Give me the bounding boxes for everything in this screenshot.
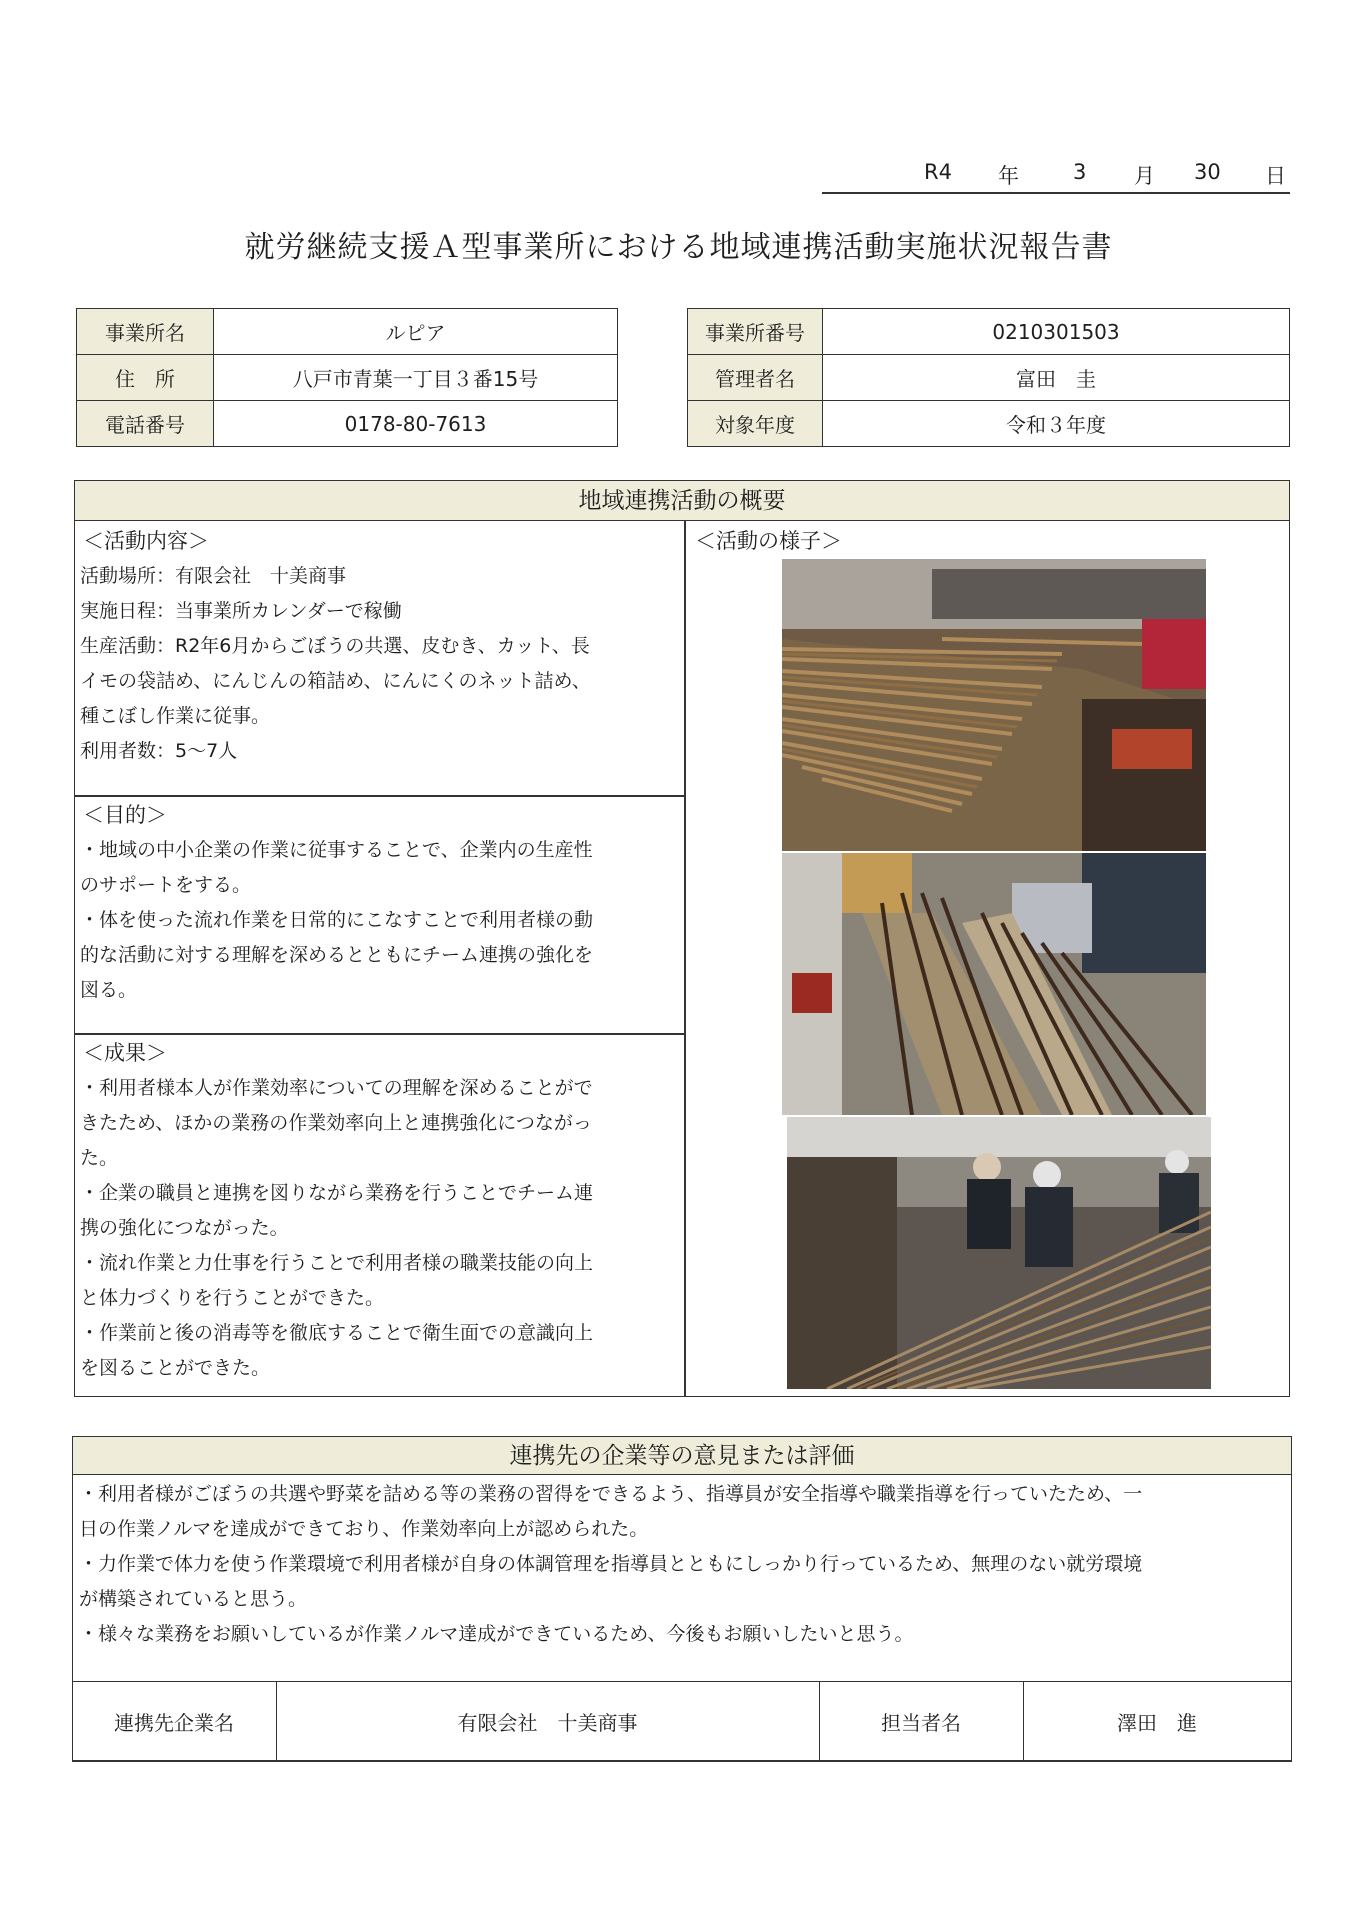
content-line: 実施日程：当事業所カレンダーで稼働 — [80, 600, 402, 622]
overview-header: 地域連携活動の概要 — [75, 481, 1289, 521]
date-era-year: R4 — [924, 160, 952, 184]
date-day: 30 — [1194, 160, 1221, 184]
purpose-line: 的な活動に対する理解を深めるとともにチーム連携の強化を — [80, 944, 594, 966]
evaluation-text — [79, 1477, 1289, 1652]
contact-name: 澤田 進 — [1023, 1682, 1291, 1761]
results-text — [80, 1071, 680, 1386]
address: 八戸市青葉一丁目３番15号 — [214, 355, 618, 401]
date-year-unit: 年 — [998, 164, 1019, 188]
evaluation-line: が構築されていると思う。 — [79, 1588, 308, 1610]
target-year: 令和３年度 — [823, 401, 1290, 447]
photos-heading: ＜活動の様子＞ — [695, 529, 842, 553]
evaluation-line: ・様々な業務をお願いしているが作業ノルマ達成ができているため、今後もお願いしたいと思う。 — [79, 1623, 914, 1645]
purpose-line: ・体を使った流れ作業を日常的にこなすことで利用者様の動 — [80, 909, 594, 931]
report-date — [822, 158, 1290, 194]
evaluation-line: 日の作業ノルマを達成ができており、作業効率向上が認められた。 — [79, 1518, 649, 1540]
results-heading: ＜成果＞ — [83, 1041, 167, 1065]
phone: 0178-80-7613 — [214, 401, 618, 447]
purpose-line: 図る。 — [80, 979, 138, 1001]
office-number-label: 事業所番号 — [688, 309, 823, 355]
row-divider-1 — [75, 795, 685, 797]
office-info-table-right — [687, 308, 1290, 447]
target-year-label: 対象年度 — [688, 401, 823, 447]
content-line: 利用者数：5～7人 — [80, 740, 238, 762]
date-month-unit: 月 — [1134, 164, 1155, 188]
purpose-line: ・地域の中小企業の作業に従事することで、企業内の生産性 — [80, 839, 593, 861]
office-name-label: 事業所名 — [77, 309, 214, 355]
results-line: た。 — [80, 1147, 119, 1169]
content-text — [80, 559, 680, 769]
evaluation-line: ・力作業で体力を使う作業環境で利用者様が自身の体調管理を指導員とともにしっかり行っているため、無理のない就労環境 — [79, 1553, 1143, 1575]
results-line: ・利用者様本人が作業効率についての理解を深めることがで — [80, 1077, 593, 1099]
row-divider-2 — [75, 1033, 685, 1035]
date-month: 3 — [1073, 160, 1087, 184]
results-line: と体力づくりを行うことができた。 — [80, 1287, 385, 1309]
results-line: を図ることができた。 — [80, 1357, 271, 1379]
evaluation-header: 連携先の企業等の意見または評価 — [73, 1437, 1291, 1475]
phone-label: 電話番号 — [77, 401, 214, 447]
partner-name: 有限会社 十美商事 — [276, 1682, 819, 1761]
office-info-table-left — [76, 308, 618, 447]
column-divider — [684, 521, 686, 1396]
purpose-heading: ＜目的＞ — [83, 803, 167, 827]
content-line: 活動場所：有限会社 十美商事 — [80, 565, 347, 587]
address-label: 住 所 — [77, 355, 214, 401]
results-line: ・流れ作業と力仕事を行うことで利用者様の職業技能の向上 — [80, 1252, 594, 1274]
office-number: 0210301503 — [823, 309, 1290, 355]
results-line: ・作業前と後の消毒等を徹底することで衛生面での意識向上 — [80, 1322, 594, 1344]
content-line: イモの袋詰め、にんじんの箱詰め、にんにくのネット詰め、 — [80, 670, 591, 692]
purpose-line: のサポートをする。 — [80, 874, 252, 896]
overview-section — [74, 480, 1290, 1397]
activity-photo-3 — [787, 1117, 1211, 1389]
purpose-text — [80, 833, 680, 1008]
partner-table — [72, 1681, 1292, 1761]
results-line: ・企業の職員と連携を図りながら業務を行うことでチーム連 — [80, 1182, 594, 1204]
date-day-unit: 日 — [1265, 164, 1286, 188]
evaluation-line: ・利用者様がごぼうの共選や野菜を詰める等の業務の習得をできるよう、指導員が安全指導や職業指導を行っていたため、一 — [79, 1483, 1143, 1505]
content-line: 種こぼし作業に従事。 — [80, 705, 271, 727]
page-title: 就労継続支援Ａ型事業所における地域連携活動実施状況報告書 — [244, 230, 1113, 265]
office-name: ルピア — [214, 309, 618, 355]
manager: 富田 圭 — [823, 355, 1290, 401]
contact-label: 担当者名 — [819, 1682, 1023, 1761]
content-heading: ＜活動内容＞ — [83, 529, 209, 553]
partner-label: 連携先企業名 — [72, 1682, 276, 1761]
activity-photo-1 — [782, 559, 1206, 851]
results-line: きたため、ほかの業務の作業効率向上と連携強化につながっ — [80, 1112, 592, 1134]
results-line: 携の強化につながった。 — [80, 1217, 289, 1239]
evaluation-section — [72, 1436, 1292, 1762]
manager-label: 管理者名 — [688, 355, 823, 401]
activity-photo-2 — [782, 853, 1206, 1115]
content-line: 生産活動：R2年6月からごぼうの共選、皮むき、カット、長 — [80, 635, 590, 657]
